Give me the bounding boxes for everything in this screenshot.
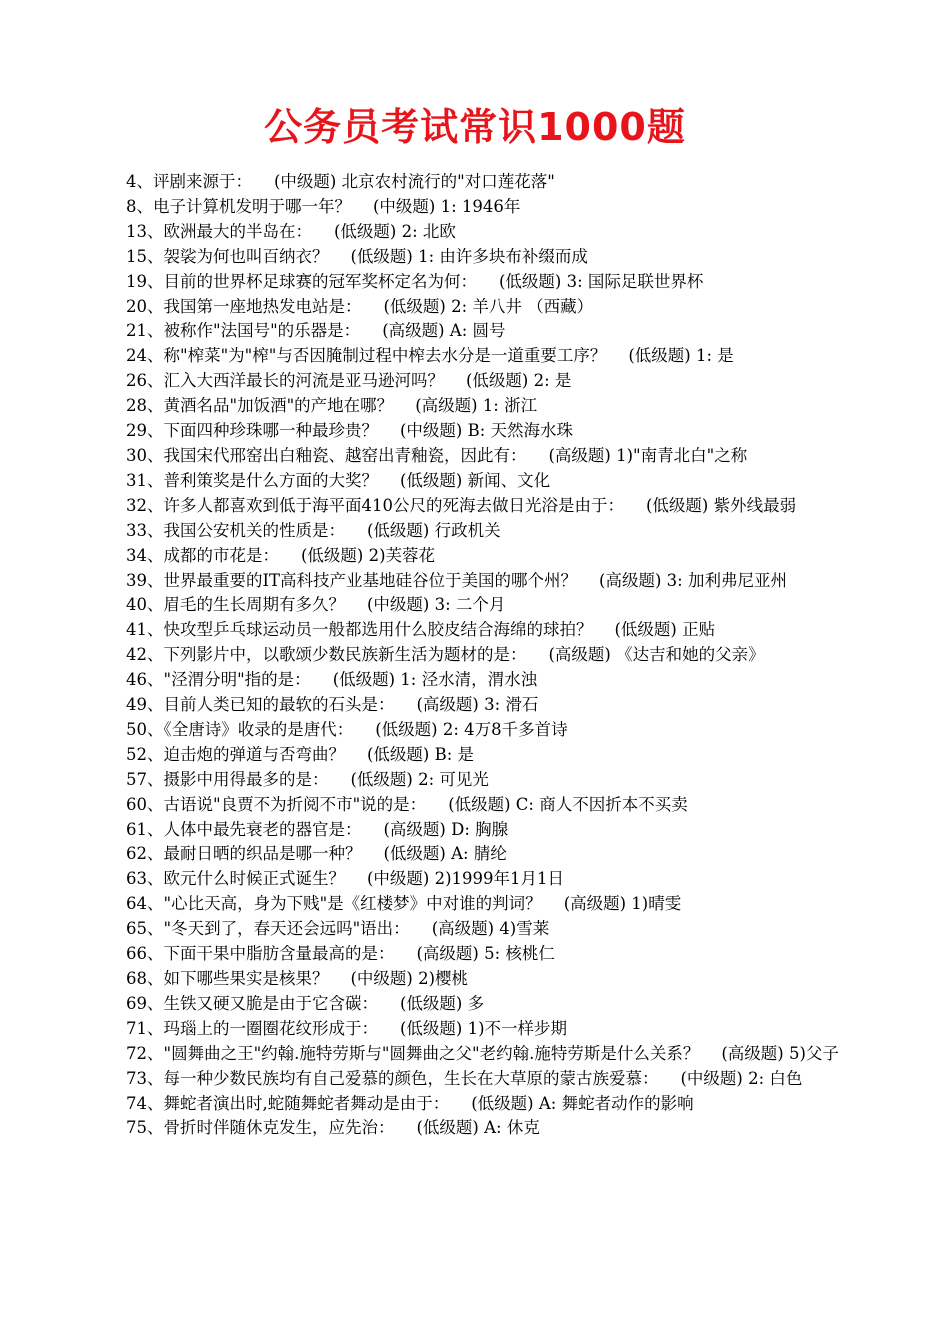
question-text: 21、被称作"法国号"的乐器是：: [126, 321, 361, 341]
question-list: [92, 170, 860, 1141]
question-text: 75、骨折时伴随休克发生，应先治：: [126, 1118, 395, 1138]
answer-text: (中级题) 2: 白色: [680, 1068, 803, 1088]
question-text: 39、世界最重要的IT高科技产业基地硅谷位于美国的哪个州？: [126, 570, 578, 590]
question-text: 26、汇入大西洋最长的河流是亚马逊河吗？: [126, 371, 444, 391]
answer-text: (低级题) C: 商人不因折本不买卖: [448, 794, 688, 814]
answer-text: (低级题) 1)不一样步期: [400, 1018, 568, 1038]
question-text: 4、评剧来源于：: [126, 172, 252, 191]
answer-text: (高级题) A: 圆号: [382, 321, 506, 341]
question-item: [92, 270, 860, 295]
question-item: [92, 569, 860, 594]
answer-text: (低级题) 2: 是: [466, 371, 572, 391]
question-item: [92, 892, 860, 917]
answer-text: (低级题) 2: 北欧: [334, 221, 456, 241]
question-text: 8、电子计算机发明于哪一年？: [126, 196, 351, 216]
question-item: [92, 469, 860, 494]
question-item: [92, 344, 860, 369]
question-item: [92, 793, 860, 818]
question-text: 41、快攻型乒乓球运动员一般都选用什么胶皮结合海绵的球拍？: [126, 620, 593, 640]
question-text: 42、下列影片中，以歌颂少数民族新生活为题材的是：: [126, 645, 527, 665]
answer-text: (低级题) A: 休克: [416, 1118, 540, 1138]
question-text: 13、欧洲最大的半岛在：: [126, 221, 312, 241]
question-item: [92, 519, 860, 544]
answer-text: (中级题) 2)樱桃: [350, 969, 469, 988]
question-text: 71、玛瑙上的一圈圈花纹形成于：: [126, 1018, 378, 1038]
answer-text: (高级题) 3: 加利弗尼亚州: [599, 570, 787, 590]
question-item: [92, 668, 860, 693]
answer-text: (中级题) 3: 二个月: [367, 595, 506, 615]
answer-text: (低级题) 2: 羊八井 （西藏）: [383, 296, 594, 316]
answer-text: (低级题) 2: 可见光: [350, 769, 489, 789]
question-text: 19、目前的世界杯足球赛的冠军奖杯定名为何：: [126, 271, 477, 291]
answer-text: (低级题) 紫外线最弱: [646, 495, 797, 515]
answer-text: (高级题) 3: 滑石: [416, 695, 539, 715]
question-text: 66、下面干果中脂肪含量最高的是：: [126, 944, 395, 964]
answer-text: (低级题) 多: [400, 993, 485, 1013]
question-item: [92, 842, 860, 867]
question-text: 64、"心比天高，身为下贱"是《红楼梦》中对谁的判词？: [126, 894, 542, 914]
question-item: [92, 195, 860, 220]
question-item: [92, 1067, 860, 1092]
question-text: 46、"泾渭分明"指的是：: [126, 670, 311, 690]
answer-text: (高级题) 1)晴雯: [563, 894, 682, 914]
question-text: 31、普利策奖是什么方面的大奖？: [126, 470, 378, 490]
question-item: [92, 319, 860, 344]
answer-text: (中级题) 1: 1946年: [373, 196, 521, 216]
question-item: [92, 1042, 860, 1067]
question-item: [92, 693, 860, 718]
answer-text: (低级题) 新闻、文化: [400, 470, 551, 490]
question-item: [92, 992, 860, 1017]
answer-text: (低级题) 1: 由许多块布补缀而成: [350, 246, 588, 266]
question-item: [92, 768, 860, 793]
question-text: 24、称"榨菜"为"榨"与否因腌制过程中榨去水分是一道重要工序？: [126, 346, 607, 366]
question-item: [92, 967, 860, 992]
answer-text: (高级题) 4)雪莱: [431, 919, 550, 939]
question-item: [92, 444, 860, 469]
answer-text: (高级题) 5: 核桃仁: [416, 944, 555, 964]
answer-text: (中级题) B: 天然海水珠: [400, 421, 574, 441]
question-item: [92, 743, 860, 768]
answer-text: (低级题) 行政机关: [367, 520, 501, 540]
answer-text: (低级题) A: 舞蛇者动作的影响: [471, 1093, 694, 1113]
question-item: [92, 220, 860, 245]
page-title: 公务员考试常识1000题: [264, 105, 686, 149]
question-item: [92, 494, 860, 519]
question-text: 30、我国宋代邢窑出白釉瓷、越窑出青釉瓷，因此有：: [126, 445, 527, 465]
question-text: 52、迫击炮的弹道与否弯曲？: [126, 744, 345, 764]
question-item: [92, 369, 860, 394]
question-text: 61、人体中最先衰老的器官是：: [126, 819, 362, 839]
answer-text: (低级题) 2: 4万8千多首诗: [375, 719, 568, 739]
question-item: [92, 643, 860, 668]
question-text: 57、摄影中用得最多的是：: [126, 769, 329, 789]
question-text: 20、我国第一座地热发电站是：: [126, 296, 362, 316]
question-item: [92, 618, 860, 643]
answer-text: (低级题) A: 腈纶: [383, 844, 507, 864]
answer-text: (中级题) 2)1999年1月1日: [367, 869, 565, 889]
question-text: 65、"冬天到了，春天还会远吗"语出：: [126, 919, 410, 939]
question-text: 69、生铁又硬又脆是由于它含碳：: [126, 993, 378, 1013]
question-text: 50、《全唐诗》收录的是唐代：: [126, 719, 354, 739]
question-text: 29、下面四种珍珠哪一种最珍贵？: [126, 421, 378, 441]
question-item: [92, 419, 860, 444]
answer-text: (高级题) 1)"南青北白"之称: [548, 445, 748, 465]
question-text: 32、许多人都喜欢到低于海平面410公尺的死海去做日光浴是由于：: [126, 495, 624, 515]
question-text: 72、"圆舞曲之王"约翰.施特劳斯与"圆舞曲之父"老约翰.施特劳斯是什么关系？: [126, 1043, 700, 1063]
question-item: [92, 593, 860, 618]
question-item: [92, 394, 860, 419]
answer-text: (低级题) 正贴: [614, 620, 716, 640]
question-item: [92, 1092, 860, 1117]
answer-text: (高级题) 1: 浙江: [415, 396, 538, 416]
question-item: [92, 295, 860, 320]
answer-text: (低级题) 1: 是: [628, 346, 734, 366]
question-text: 34、成都的市花是：: [126, 545, 279, 565]
answer-text: (低级题) 1: 泾水清，渭水浊: [332, 670, 538, 690]
question-text: 73、每一种少数民族均有自己爱慕的颜色，生长在大草原的蒙古族爱慕：: [126, 1068, 659, 1088]
question-text: 68、如下哪些果实是核果？: [126, 969, 329, 988]
answer-text: (低级题) 2)芙蓉花: [301, 545, 436, 565]
question-text: 62、最耐日晒的织品是哪一种？: [126, 844, 362, 864]
question-text: 63、欧元什么时候正式诞生？: [126, 869, 345, 889]
question-item: [92, 917, 860, 942]
question-text: 60、古语说"良贾不为折阅不市"说的是：: [126, 794, 427, 814]
question-item: [92, 942, 860, 967]
question-item: [92, 867, 860, 892]
question-item: [92, 245, 860, 270]
question-text: 74、舞蛇者演出时,蛇随舞蛇者舞动是由于：: [126, 1093, 450, 1113]
question-item: [92, 818, 860, 843]
question-text: 15、袈裟为何也叫百纳衣？: [126, 246, 329, 266]
question-item: [92, 1017, 860, 1042]
answer-text: (中级题) 北京农村流行的"对口莲花落": [274, 172, 555, 191]
answer-text: (高级题) 《达吉和她的父亲》: [548, 645, 765, 665]
question-item: [92, 170, 860, 195]
question-item: [92, 718, 860, 743]
question-text: 33、我国公安机关的性质是：: [126, 520, 345, 540]
answer-text: (高级题) D: 胸腺: [383, 819, 509, 839]
question-text: 28、黄酒名品"加饭酒"的产地在哪？: [126, 396, 394, 416]
answer-text: (高级题) 5)父子: [721, 1043, 839, 1063]
question-item: [92, 1116, 860, 1141]
question-item: [92, 544, 860, 569]
question-text: 49、目前人类已知的最软的石头是：: [126, 695, 395, 715]
answer-text: (低级题) 3: 国际足联世界杯: [499, 271, 704, 291]
question-text: 40、眉毛的生长周期有多久？: [126, 595, 345, 615]
answer-text: (低级题) B: 是: [367, 744, 475, 764]
